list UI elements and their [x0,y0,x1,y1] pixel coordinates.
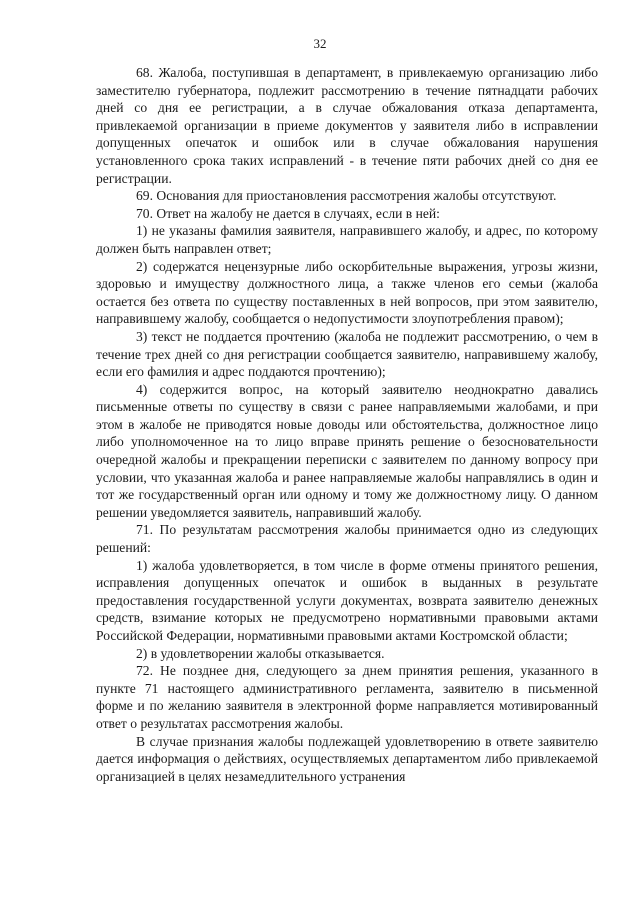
paragraph-72-continuation: В случае признания жалобы подлежащей удовлетворению в ответе заявителю дается информация о действиях, осуществляемых департаментом либо привлекаемой организацией в целях незамедлительного устранения [96,733,598,784]
paragraph-72: 72. Не позднее дня, следующего за днем принятия решения, указанного в пункте 71 настоящего административного регламента, заявителю в письменной форме и по желанию заявителя в электронной форме направляется мотивированный ответ о результатах рассмотрения жалобы. [96,663,598,731]
page-body [96,64,598,785]
paragraph-70-item-3: 3) текст не поддается прочтению (жалоба не подлежит рассмотрению, о чем в течение трех дней со дня регистрации сообщается заявителю, направившему жалобу, если его фамилия и адрес поддаются прочтению); [96,328,598,380]
paragraph-71-item-1: 1) жалоба удовлетворяется, в том числе в форме отмены принятого решения, исправления допущенных опечаток и ошибок в выданных в результате предоставления государственной услуги документах, возврата заявителю денежных средств, взимание которых не предусмотрено нормативными правовыми актами Российской Федерации, нормативными правовыми актами Костромской области; [96,557,598,643]
paragraph-71-item-2: 2) в удовлетворении жалобы отказывается. [136,645,385,661]
page-number: 32 [313,36,327,51]
paragraph-70-item-4: 4) содержится вопрос, на который заявителю неоднократно давались письменные ответы по существу в связи с ранее направляемыми жалобами, и при этом в жалобе не приводятся новые доводы или обстоятельства, должностное лицо либо уполномоченное на то лицо вправе принять решение о безосновательности очередной жалобы и прекращении переписки с заявителем по данному вопросу при условии, что указанная жалоба и ранее направляемые жалобы направлялись в один и тот же государственный орган или одному и тому же должностному лицу. О данном решении уведомляется заявитель, направивший жалобу. [96,381,598,520]
paragraph-68: 68. Жалоба, поступившая в департамент, в привлекаемую организацию либо заместителю губернатора, подлежит рассмотрению в течение пятнадцати рабочих дней со дня ее регистрации, а в случае обжалования отказа департамента, привлекаемой организации в приеме документов у заявителя либо в исправлении допущенных опечаток и ошибок или в случае обжалования нарушения установленного срока таких исправлений - в течение пяти рабочих дней со дня ее регистрации. [96,65,598,186]
paragraph-70-item-2: 2) содержатся нецензурные либо оскорбительные выражения, угрозы жизни, здоровью и имуществу должностного лица, а также членов его семьи (жалоба остается без ответа по существу поставленных в ней вопросов, при этом заявителю, направившему жалобу, сообщается о недопустимости злоупотребления правом); [96,258,598,327]
paragraph-70: 70. Ответ на жалобу не дается в случаях, если в ней: [136,205,440,221]
paragraph-70-item-1: 1) не указаны фамилия заявителя, направившего жалобу, и адрес, по которому должен быть направлен ответ; [96,223,598,256]
paragraph-69: 69. Основания для приостановления рассмотрения жалобы отсутствуют. [136,188,557,204]
paragraph-71: 71. По результатам рассмотрения жалобы принимается одно из следующих решений: [96,522,598,556]
